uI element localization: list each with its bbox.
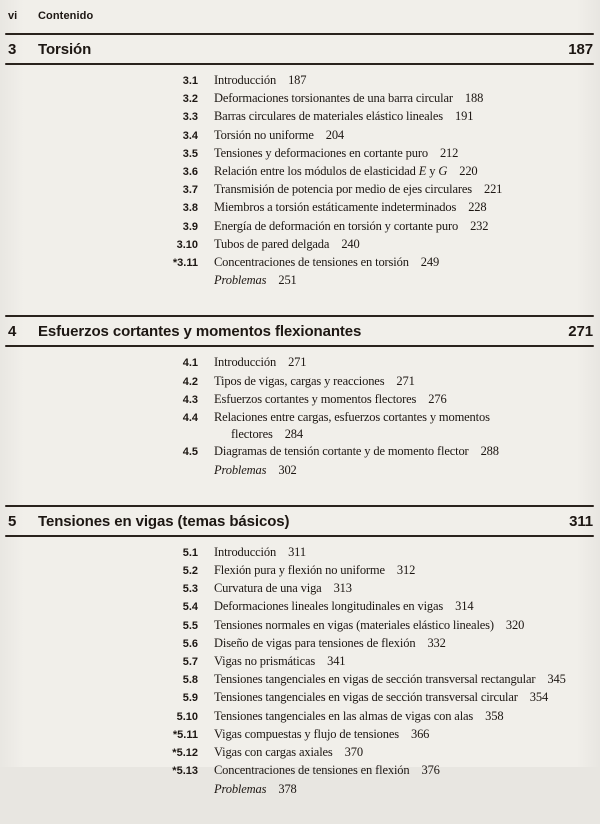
toc-entry [154,598,600,616]
toc-entry [154,181,600,199]
section-title: Tensiones tangenciales en las almas de vigas con alas [214,708,474,723]
section-number: 5.2 [182,565,198,578]
section-number: *5.11 [172,728,198,741]
section-number: 4.5 [182,446,198,459]
section-number: 5.8 [182,674,198,687]
section-title: Curvatura de una viga [214,581,322,596]
toc-entry [154,145,600,163]
toc-entry [154,354,600,372]
section-page-number: 320 [505,617,525,632]
section-body [214,373,600,390]
section-title: Torsión no uniforme [214,127,314,142]
section-title: Transmisión de potencia por medio de ejes circulares [214,182,472,197]
section-number: 5.1 [182,546,198,559]
toc-entry [154,653,600,671]
section-number: 5.9 [182,692,198,705]
section-body [214,598,600,615]
section-body [214,127,600,144]
section-number: 5.5 [182,619,198,632]
section-body [214,254,600,271]
section-page-number: 212 [439,145,459,160]
toc-entry [154,580,600,598]
chapter-page-number: 187 [568,41,593,58]
section-number: 3.2 [182,93,198,106]
section-title: Concentraciones de tensiones en flexión [214,763,410,778]
toc-entry [154,781,600,798]
section-page-number: 345 [547,672,566,687]
toc-entry [154,462,600,479]
section-number: *3.11 [172,257,198,270]
section-title: Diagramas de tensión cortante y de momento flector [214,444,469,459]
section-number: 3.7 [182,184,198,197]
section-number: 4.3 [182,393,198,406]
chapter-number: 3 [8,41,17,58]
section-number: *5.13 [172,765,198,778]
toc-entry [154,617,600,635]
chapter-heading [0,35,600,63]
section-body [214,199,600,216]
section-title: Esfuerzos cortantes y momentos flectores [214,391,417,406]
section-page-number: 284 [284,427,303,442]
section-number: 3.3 [182,111,198,124]
section-page-number: 332 [427,635,446,650]
section-number: 5.7 [182,656,198,669]
chapter-block [0,315,600,504]
section-body [214,236,600,253]
section-page-number: 313 [333,581,352,596]
section-number: 3.6 [182,166,198,179]
chapter-rule-bottom [5,535,594,537]
section-body [214,272,600,289]
section-title: Problemas [214,273,267,288]
section-body [214,762,600,779]
section-body [214,462,600,479]
section-body [214,90,600,107]
chapter-spacer [0,289,600,315]
section-page-number: 251 [278,273,297,288]
section-body [214,409,600,443]
toc-entry [154,254,600,272]
toc-entry [154,218,600,236]
section-title: Vigas con cargas axiales [214,745,333,760]
section-page-number: 232 [470,218,489,233]
section-body [214,726,600,743]
toc-entry [154,409,600,443]
chapter-number: 5 [8,512,17,530]
section-list [0,544,600,798]
toc-entry [154,544,600,562]
section-page-number: 240 [341,236,360,251]
section-title: Vigas no prismáticas [214,654,316,669]
section-page-number: 276 [428,391,447,406]
section-title-continuation: flectores 284 [231,427,303,442]
toc-entry [154,726,600,744]
section-page-number: 312 [396,563,416,578]
section-page-number: 376 [421,763,440,778]
section-number: *5.12 [172,747,198,760]
section-title: Tensiones tangenciales en vigas de sección transversal circular [214,690,518,705]
section-body [214,108,600,125]
section-title: Tipos de vigas, cargas y reacciones [214,373,385,388]
section-title: Tensiones y deformaciones en cortante puro [214,145,428,160]
section-number: 4.4 [182,412,198,425]
section-title: Introducción [214,355,277,370]
toc-entry [154,127,600,145]
section-page-number: 302 [278,462,297,477]
section-body [214,181,600,198]
chapter-rule-bottom [5,345,594,347]
section-number: 3.1 [182,75,198,87]
toc-entry [154,635,600,653]
section-title: Relación entre los módulos de elasticidad E y G [214,164,448,179]
section-page-number: 204 [325,127,345,142]
section-body [214,544,600,561]
section-page-number: 370 [344,745,363,760]
chapter-page-number: 311 [569,512,593,530]
section-number: 5.6 [182,637,198,650]
section-body [214,163,600,180]
chapter-number: 4 [8,323,17,341]
section-title: Problemas [214,462,267,477]
section-list [0,72,600,289]
section-page-number: 366 [410,726,430,741]
toc-entry [154,90,600,108]
section-body [214,443,600,460]
section-page-number: 188 [464,91,484,106]
page-folio: vi [8,10,18,22]
section-title: Introducción [214,544,277,559]
section-page-number: 249 [420,255,440,270]
section-number: 3.5 [182,147,198,160]
section-title: Diseño de vigas para tensiones de flexión [214,635,416,650]
chapter-block [0,505,600,824]
section-body [214,562,600,579]
chapter-block [0,33,600,315]
section-title: Relaciones entre cargas, esfuerzos cortantes y momentos [214,410,490,425]
section-page-number: 354 [529,690,549,705]
section-body [214,708,600,725]
toc-entry [154,391,600,409]
section-number: 3.10 [176,238,198,251]
section-title: Concentraciones de tensiones en torsión [214,255,409,270]
toc-entry [154,562,600,580]
section-page-number: 314 [455,599,474,614]
section-body [214,744,600,761]
toc-entry [154,272,600,289]
section-page-number: 288 [480,444,499,459]
section-number: 4.2 [182,375,198,388]
section-body [214,671,600,688]
toc-entry [154,744,600,762]
section-page-number: 378 [278,781,297,796]
section-number: 3.4 [182,129,198,142]
section-page-number: 191 [455,109,474,124]
section-page-number: 187 [288,73,307,87]
section-title: Deformaciones lineales longitudinales en vigas [214,599,444,614]
section-title: Tensiones normales en vigas (materiales elástico lineales) [214,617,494,632]
section-page-number: 221 [483,182,503,197]
section-body [214,391,600,408]
section-title: Vigas compuestas y flujo de tensiones [214,726,399,741]
toc-entry [154,236,600,254]
section-body [214,653,600,670]
section-page-number: 358 [485,708,504,723]
chapter-title: Torsión [38,41,92,58]
section-title: Problemas [214,781,267,796]
section-number: 3.9 [182,220,198,233]
section-title: Introducción [214,73,277,87]
section-page-number: 271 [288,355,307,370]
chapter-title: Tensiones en vigas (temas básicos) [38,512,290,530]
section-body [214,580,600,597]
section-title: Tensiones tangenciales en vigas de sección transversal rectangular [214,672,536,687]
section-list [0,354,600,478]
toc-entry [154,671,600,689]
section-number: 5.10 [176,710,198,723]
toc-entry [154,199,600,217]
section-body [214,354,600,371]
section-number: 4.1 [182,357,198,370]
section-title: Energía de deformación en torsión y cortante puro [214,218,459,233]
toc-entry [154,689,600,707]
chapter-spacer [0,798,600,824]
toc-entry [154,708,600,726]
section-page-number: 271 [396,373,415,388]
section-body [214,781,600,798]
toc-entry [154,373,600,391]
toc-entry [154,163,600,181]
running-head-title: Contenido [38,10,94,22]
chapter-rule-bottom [5,63,594,65]
section-body [214,635,600,652]
section-number: 3.8 [182,202,198,215]
section-page-number: 311 [288,544,306,559]
chapter-page-number: 271 [568,323,593,341]
chapter-heading [0,317,600,345]
section-title: Miembros a torsión estáticamente indeterminados [214,200,457,215]
chapter-list [0,33,600,824]
toc-entry [154,762,600,780]
section-number: 5.3 [182,583,198,596]
chapter-title: Esfuerzos cortantes y momentos flexionantes [38,323,362,341]
chapter-heading [0,507,600,535]
section-page-number: 228 [468,200,487,215]
toc-entry [154,443,600,461]
section-title: Deformaciones torsionantes de una barra circular [214,91,453,106]
section-body [214,145,600,162]
toc-entry [154,72,600,90]
section-title: Tubos de pared delgada [214,236,330,251]
chapter-spacer [0,479,600,505]
section-page-number: 220 [459,164,478,179]
section-page-number: 341 [327,654,346,669]
section-body [214,689,600,706]
section-body [214,218,600,235]
toc-entry [154,108,600,126]
section-number: 5.4 [182,601,198,614]
section-body [214,617,600,634]
section-body [214,72,600,89]
section-title: Flexión pura y flexión no uniforme [214,563,385,578]
running-head [0,8,600,24]
section-title: Barras circulares de materiales elástico lineales [214,109,443,124]
